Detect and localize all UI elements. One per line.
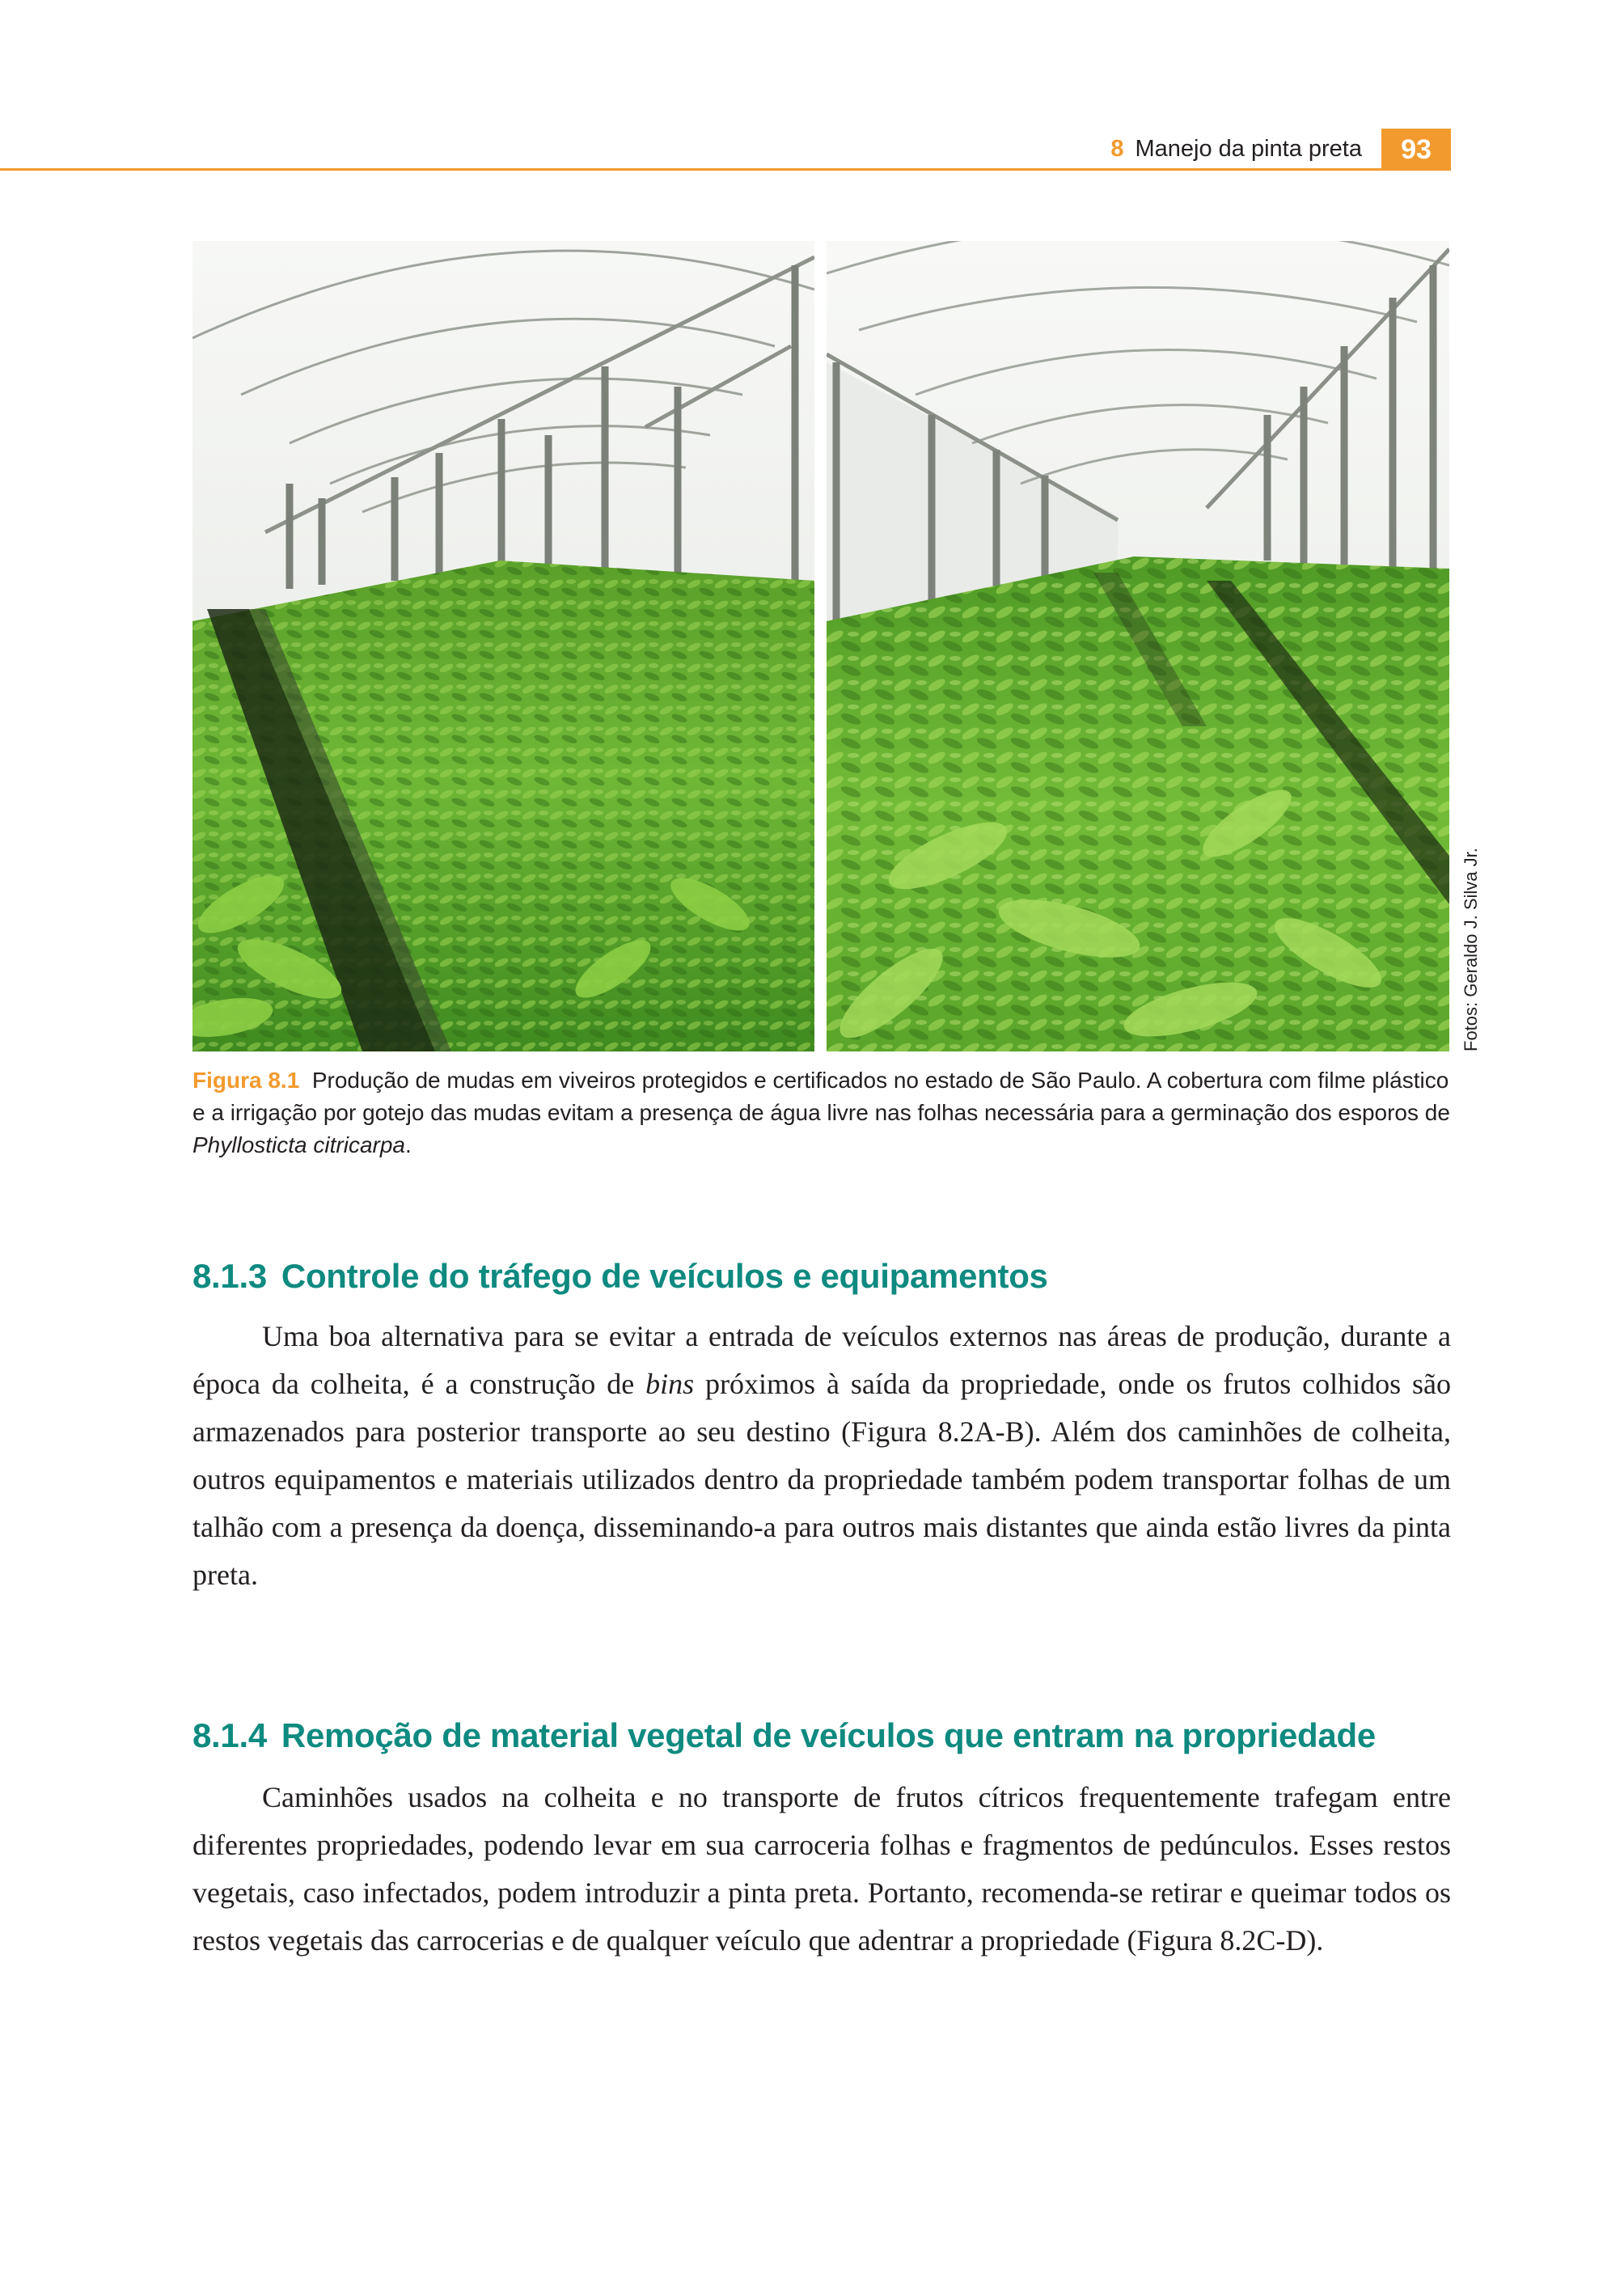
section-title: Controle do tráfego de veículos e equipamentos [281, 1257, 1048, 1295]
running-head [1110, 129, 1362, 168]
section-heading-8-1-3 [192, 1257, 1048, 1296]
section-number: 8.1.3 [192, 1257, 267, 1295]
caption-species: Phyllosticta citricarpa [192, 1132, 405, 1157]
section-paragraph-8-1-3 [192, 1313, 1451, 1599]
greenhouse-nursery-photo-left [192, 241, 814, 1051]
paragraph-italic-term: bins [645, 1368, 695, 1400]
greenhouse-nursery-photo-right [827, 241, 1449, 1051]
section-title: Remoção de material vegetal de veículos que entram na propriedade [281, 1716, 1376, 1754]
chapter-title: Manejo da pinta preta [1135, 135, 1362, 162]
paragraph-text: Uma boa alternativa para se evitar a entrada de veículos externos nas áreas de produção, durante a época da colheita, é a construção de [192, 1320, 1451, 1400]
page-number: 93 [1381, 129, 1451, 171]
greenhouse-photo-left-svg [192, 241, 814, 1051]
section-paragraph-8-1-4: Caminhões usados na colheita e no transporte de frutos cítricos frequentemente trafegam entre diferentes propriedades, podendo levar em sua carroceria folhas e fragmentos de pedúnculos. Esses restos vegetais, caso infectados, podem introduzir a pinta preta. Portanto, recomenda-se retirar e queimar todos os restos vegetais das carrocerias e de qualquer veículo que adentrar a propriedade (Figura 8.2C-D). [192, 1781, 1451, 1957]
section-heading-8-1-4 [192, 1716, 1376, 1755]
figure-label: Figura 8.1 [192, 1068, 300, 1093]
greenhouse-photo-right-svg [827, 241, 1449, 1051]
chapter-number: 8 [1110, 135, 1124, 162]
header-rule [0, 168, 1451, 171]
caption-text: Produção de mudas em viveiros protegidos e certificados no estado de São Paulo. A cobertura com filme plástico e a irrigação por gotejo das mudas evitam a presença de água livre nas folhas necessária para a germinação dos esporos de [192, 1068, 1450, 1125]
paragraph-text-continued: próximos à saída da propriedade, onde os frutos colhidos são armazenados para posterior transporte ao seu destino (Figura 8.2A-B). Além dos caminhões de colheita, outros equipamentos e materiais utilizados dentro da propriedade também podem transportar folhas de um talhão com a presença da doença, disseminando-a para outros mais distantes que ainda estão livres da pinta preta. [192, 1368, 1452, 1591]
caption-end: . [404, 1132, 412, 1157]
photo-credit: Fotos: Geraldo J. Silva Jr. [1461, 848, 1481, 1051]
figure-caption [192, 1064, 1454, 1161]
section-number: 8.1.4 [192, 1716, 267, 1754]
